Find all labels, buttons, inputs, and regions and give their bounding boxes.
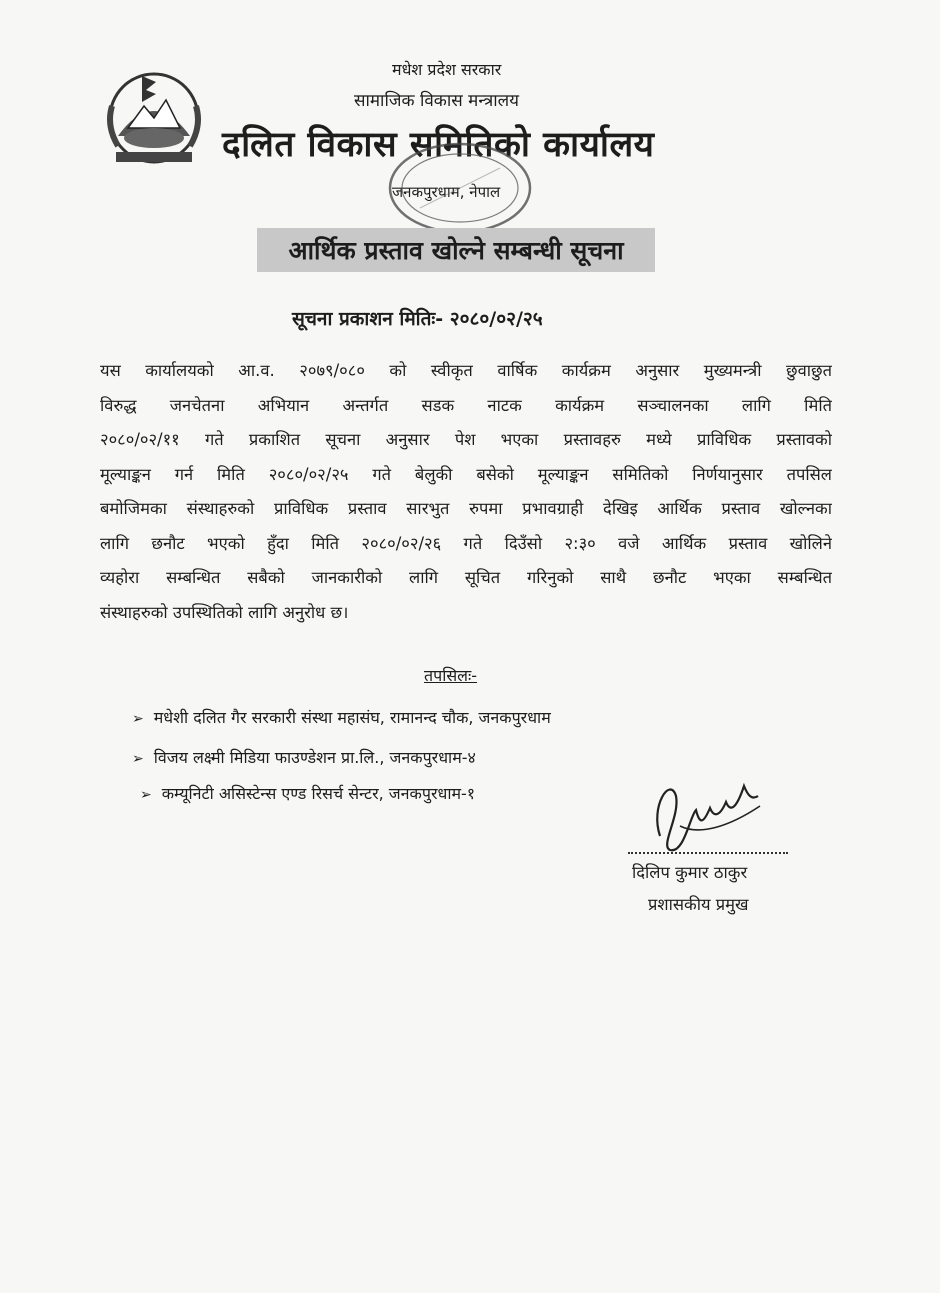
body-line: विरुद्ध जनचेतना अभियान अन्तर्गत सडक नाटक कार्यक्रम सञ्चालनका लागि मिति [100,395,832,415]
arrow-bullet-icon: ➢ [140,787,152,803]
body-line: यस कार्यालयको आ.व. २०७९/०८० को स्वीकृत वार्षिक कार्यक्रम अनुसार मुख्यमन्त्री छुवाछुत [100,361,832,380]
office-stamp [380,138,540,238]
list-item [140,782,475,804]
body-line: मूल्याङ्कन गर्न मिति २०८०/०२/२५ गते बेलुकी बसेको मूल्याङ्कन समितिको निर्णयानुसार तपसिल [100,464,832,484]
government-emblem-icon [98,66,210,170]
government-name: मधेश प्रदेश सरकार [392,60,502,79]
organization-name: मधेशी दलित गैर सरकारी संस्था महासंघ, रामानन्द चौक, जनकपुरधाम [153,708,551,727]
organization-name: विजय लक्ष्मी मिडिया फाउण्डेशन प्रा.लि., जनकपुरधाम-४ [153,748,476,767]
list-item [132,706,551,728]
annex-heading: तपसिलः- [424,666,478,685]
body-line: संस्थाहरुको उपस्थितिको लागि अनुरोध छ। [100,602,349,622]
list-item [132,746,476,768]
signatory-post: प्रशासकीय प्रमुख [648,895,749,914]
signature-line [628,852,788,854]
arrow-bullet-icon: ➢ [132,711,144,727]
body-line: लागि छनौट भएको हुँदा मिति २०८०/०२/२६ गते दिउँसो २:३० वजे आर्थिक प्रस्ताव खोलिने [100,533,832,553]
office-address: जनकपुरधाम, नेपाल [392,183,501,201]
signatory-name: दिलिप कुमार ठाकुर [632,863,748,882]
ministry-name: सामाजिक विकास मन्त्रालय [354,91,520,111]
publication-date: सूचना प्रकाशन मितिः- २०८०/०२/२५ [292,308,543,330]
body-line: २०८०/०२/११ गते प्रकाशित सूचना अनुसार पेश भएका प्रस्तावहरु मध्ये प्राविधिक प्रस्तावको [100,430,832,449]
arrow-bullet-icon: ➢ [132,751,144,767]
notice-title: आर्थिक प्रस्ताव खोल्ने सम्बन्धी सूचना [257,228,655,272]
office-title: दलित विकास समितिको कार्यालय [222,125,655,165]
body-line: व्यहोरा सम्बन्धित सबैको जानकारीको लागि सूचित गरिनुको साथै छनौट भएका सम्बन्धित [100,568,832,587]
notice-body [100,354,832,630]
handwritten-signature [640,766,770,856]
body-line: बमोजिमका संस्थाहरुको प्राविधिक प्रस्ताव सारभुत रुपमा प्रभावग्राही देखिइ आर्थिक प्रस्ताव खोल्नका [100,499,832,518]
organization-name: कम्यूनिटी असिस्टेन्स एण्ड रिसर्च सेन्टर, जनकपुरधाम-१ [161,784,476,803]
